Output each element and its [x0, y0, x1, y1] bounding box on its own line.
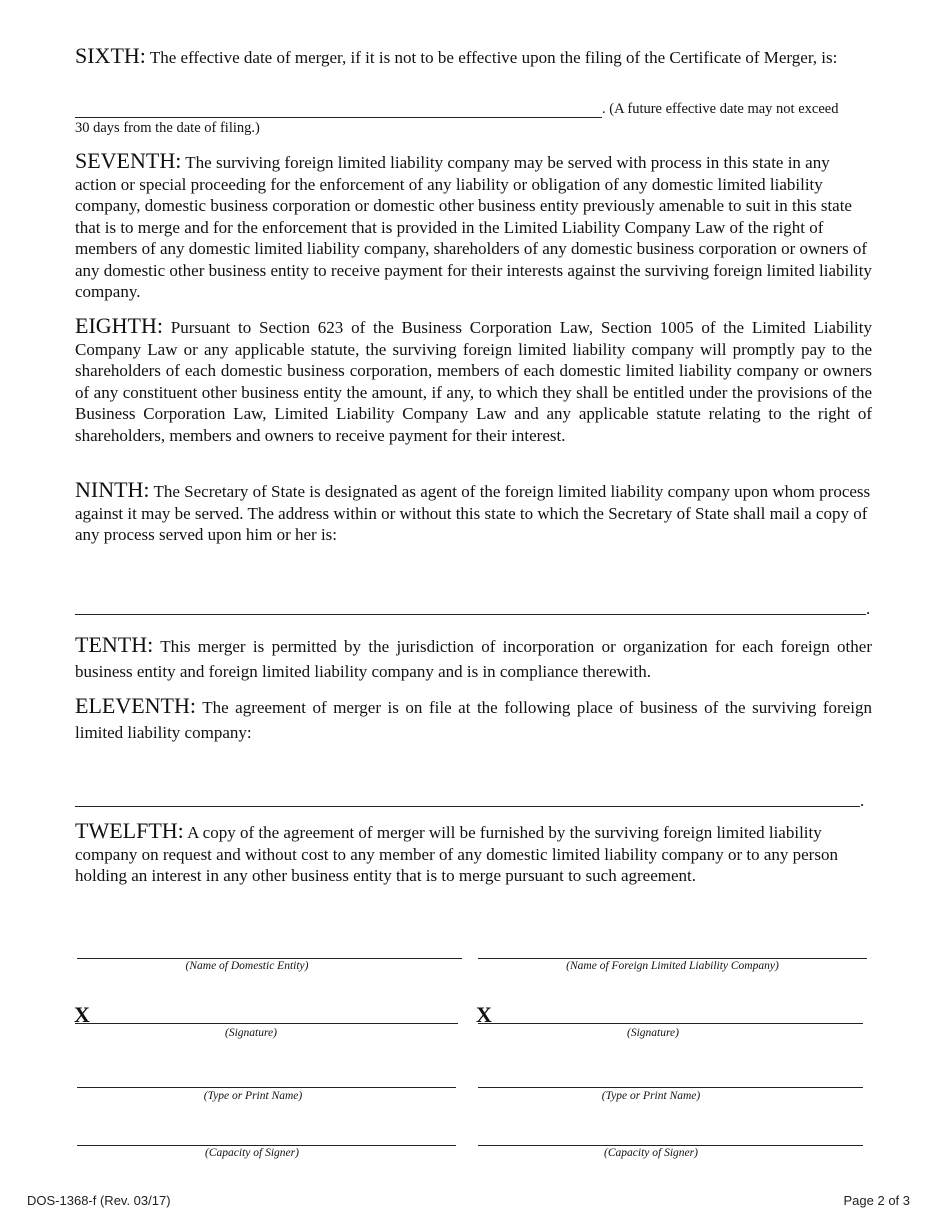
- eighth-text: Pursuant to Section 623 of the Business Corporation Law, Section 1005 of the Limited Liability Company Law or any applicable statute, the surviving foreign limited liability company will promptly pay to the shareholders of each domestic business corporation, members of each domestic limited liability company or owners of any constituent other business entity the amount, if any, to which they shall be entitled under the provisions of the Business Corporation Law, Limited Liability Company Law and any applicable statute relating to the right of shareholders, members and owners to receive payment for their interest.: [75, 318, 872, 445]
- right-print-name-label: (Type or Print Name): [601, 1090, 701, 1102]
- domestic-entity-name-field[interactable]: [77, 958, 462, 959]
- section-twelfth: [75, 820, 872, 887]
- effective-date-field[interactable]: [75, 117, 602, 118]
- right-capacity-label: (Capacity of Signer): [604, 1147, 698, 1159]
- left-signature-x-mark: X: [74, 1002, 90, 1027]
- section-tenth: [75, 632, 872, 684]
- right-signature-field[interactable]: [478, 1023, 863, 1024]
- right-signature-x-mark: X: [476, 1002, 492, 1027]
- process-address-field[interactable]: [75, 614, 866, 615]
- domestic-entity-label: (Name of Domestic Entity): [185, 960, 309, 972]
- left-print-name-label: (Type or Print Name): [203, 1090, 303, 1102]
- section-seventh: [75, 150, 872, 303]
- right-capacity-field[interactable]: [478, 1145, 863, 1146]
- ninth-text: The Secretary of State is designated as agent of the foreign limited liability company upon whom process against it may be served. The address within or without this state to which the Secretary of State shall mail a copy of any process served upon him or her is:: [75, 482, 871, 544]
- ninth-heading: NINTH:: [75, 477, 150, 502]
- left-signature-field[interactable]: [75, 1023, 458, 1024]
- eighth-heading: EIGHTH:: [75, 313, 163, 338]
- eleventh-heading: ELEVENTH:: [75, 693, 196, 718]
- section-sixth: [75, 44, 872, 69]
- eleventh-line-end: .: [860, 791, 865, 810]
- foreign-llc-label: (Name of Foreign Limited Liability Company): [566, 960, 779, 972]
- section-eleventh: [75, 693, 872, 745]
- right-signature-label: (Signature): [627, 1027, 679, 1039]
- foreign-llc-name-field[interactable]: [478, 958, 867, 959]
- section-ninth: [75, 479, 872, 546]
- sixth-blank-suffix: . (A future effective date may not exceed: [602, 101, 839, 117]
- twelfth-text: A copy of the agreement of merger will be furnished by the surviving foreign limited liability company on request and without cost to any member of any domestic limited liability company or to any person holding an interest in any other business entity that is to merge pursuant to such agreement.: [75, 823, 838, 885]
- tenth-heading: TENTH:: [75, 632, 154, 657]
- seventh-heading: SEVENTH:: [75, 148, 182, 173]
- agreement-location-field[interactable]: [75, 806, 860, 807]
- tenth-text: This merger is permitted by the jurisdiction of incorporation or organization for each foreign other business entity and foreign limited liability company and is in compliance therewith.: [75, 637, 872, 681]
- page-number: Page 2 of 3: [843, 1193, 910, 1208]
- left-capacity-label: (Capacity of Signer): [205, 1147, 299, 1159]
- form-id: DOS-1368-f (Rev. 03/17): [27, 1193, 171, 1208]
- right-print-name-field[interactable]: [478, 1087, 863, 1088]
- left-signature-label: (Signature): [225, 1027, 277, 1039]
- sixth-text: The effective date of merger, if it is not to be effective upon the filing of the Certificate of Merger, is:: [149, 48, 838, 67]
- twelfth-heading: TWELFTH:: [75, 818, 184, 843]
- eleventh-text: The agreement of merger is on file at the following place of business of the surviving foreign limited liability company:: [75, 698, 872, 742]
- sixth-heading: SIXTH:: [75, 43, 146, 68]
- ninth-line-end: .: [866, 599, 871, 618]
- left-print-name-field[interactable]: [77, 1087, 456, 1088]
- section-eighth: [75, 315, 872, 446]
- sixth-continuation: 30 days from the date of filing.): [75, 120, 260, 136]
- left-capacity-field[interactable]: [77, 1145, 456, 1146]
- seventh-text: The surviving foreign limited liability company may be served with process in this state in any action or special proceeding for the enforcement of any liability or obligation of any domestic limited liability company, domestic business corporation or domestic other business entity previously amenable to suit in this state that is to merge and for the enforcement that is provided in the Limited Liability Company Law of the right of members of any domestic limited liability company, shareholders of any domestic business corporation or owners of any domestic other business entity to receive payment for their interests against the surviving foreign limited liability company.: [75, 153, 872, 301]
